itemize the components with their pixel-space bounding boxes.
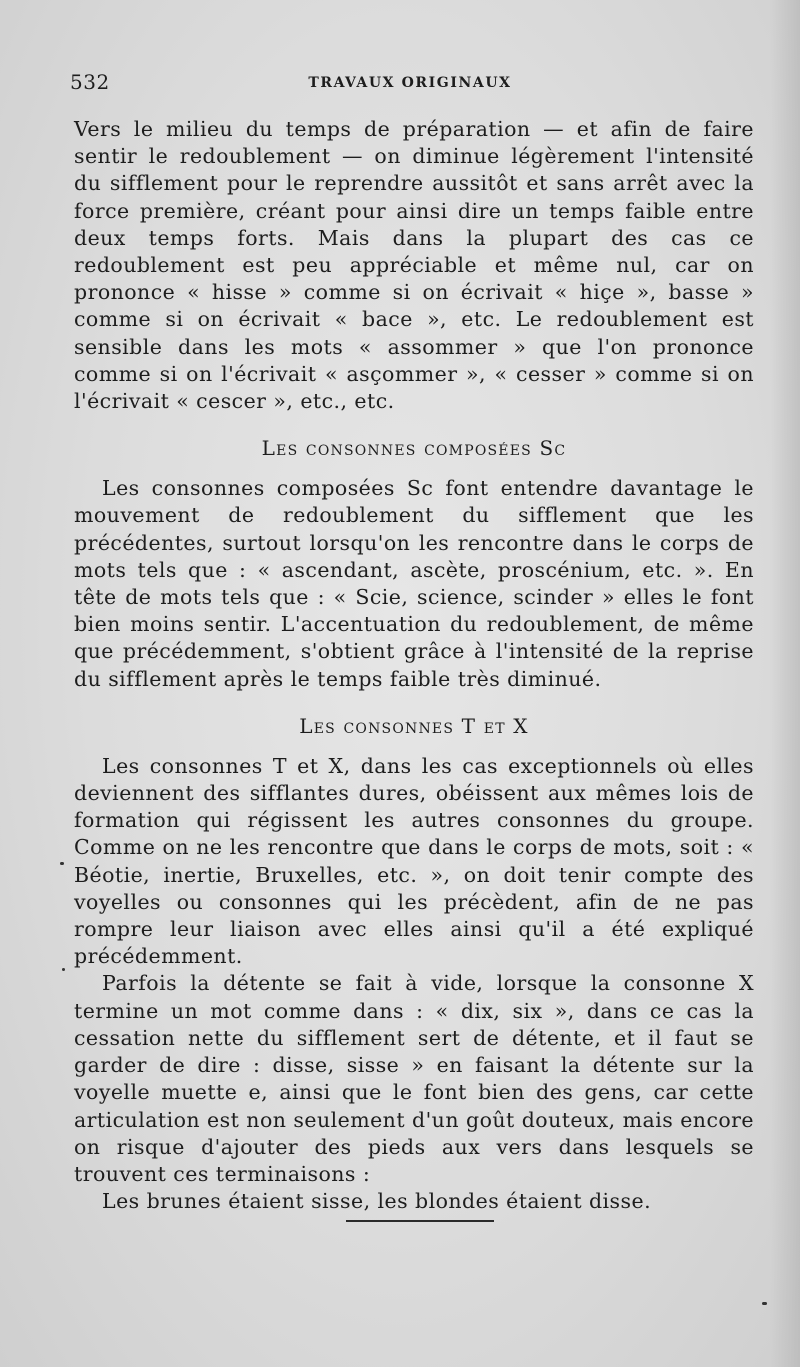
section-heading-t-x bbox=[74, 713, 754, 740]
verse-quote: Les brunes étaient sisse, les blondes étaient disse. bbox=[102, 1189, 652, 1214]
running-head: TRAVAUX ORIGINAUX bbox=[308, 75, 512, 91]
paragraph-sc: Les consonnes composées Sc font entendre davantage le mouvement de redoublement du sifflement que les précédentes, surtout lorsqu'on les rencontre dans le corps de mots tels que : « ascendant, ascète, proscénium, etc. ». En tête de mots tels que : « Scie, science, scinder » elles le font bien moins sentir. L'accentuation du redoublement, de même que précédemment, s'obtient grâce à l'intensité de la reprise du sifflement après le temps faible très diminué. bbox=[74, 476, 754, 691]
ink-speck bbox=[762, 1302, 767, 1305]
page-edge-shadow bbox=[770, 0, 800, 1367]
section-heading-sc bbox=[74, 435, 754, 462]
section-heading-t-x-text: Les consonnes T et X bbox=[299, 713, 529, 738]
ink-speck bbox=[60, 862, 64, 865]
paragraph-redoublement: Vers le milieu du temps de préparation — et afin de faire sentir le redoublement — on diminue légèrement l'intensité du sifflement pour le reprendre aussitôt et sans arrêt avec la force première, créant pour ainsi dire un temps faible entre deux temps forts. Mais dans la plupart des cas ce redoublement est peu appréciable et même nul, car on prononce « hisse » comme si on écrivait « hiçe », basse » comme si on écrivait « bace », etc. Le redoublement est sensible dans les mots « assommer » que l'on prononce comme si on l'écrivait « asçommer », « cesser » comme si on l'écrivait « cescer », etc., etc. bbox=[74, 117, 754, 414]
page-number: 532 bbox=[70, 70, 110, 94]
section-heading-sc-text: Les consonnes composées Sc bbox=[261, 436, 567, 461]
ink-speck bbox=[62, 968, 65, 971]
body-text bbox=[74, 116, 754, 1215]
page-header bbox=[70, 70, 750, 100]
closing-rule bbox=[346, 1220, 494, 1222]
paragraph-t-x: Les consonnes T et X, dans les cas exceptionnels où elles deviennent des sifflantes dures, obéissent aux mêmes lois de formation qui régissent les autres consonnes du groupe. Comme on ne les rencontre que dans le corps de mots, soit : « Béotie, inertie, Bruxelles, etc. », on doit tenir compte des voyelles ou consonnes qui les précèdent, afin de ne pas rompre leur liaison avec elles ainsi qu'il a été expliqué précédemment. bbox=[74, 753, 754, 969]
paragraph-detente: Parfois la détente se fait à vide, lorsque la consonne X termine un mot comme dans : « dix, six », dans ce cas la cessation nette du sifflement sert de détente, et il faut se garder de dire : disse, sisse » en faisant la détente sur la voyelle muette e, ainsi que le font bien des gens, car cette articulation est non seulement d'un goût douteux, mais encore on risque d'ajouter des pieds aux vers dans lesquels se trouvent ces terminaisons : bbox=[74, 971, 754, 1186]
